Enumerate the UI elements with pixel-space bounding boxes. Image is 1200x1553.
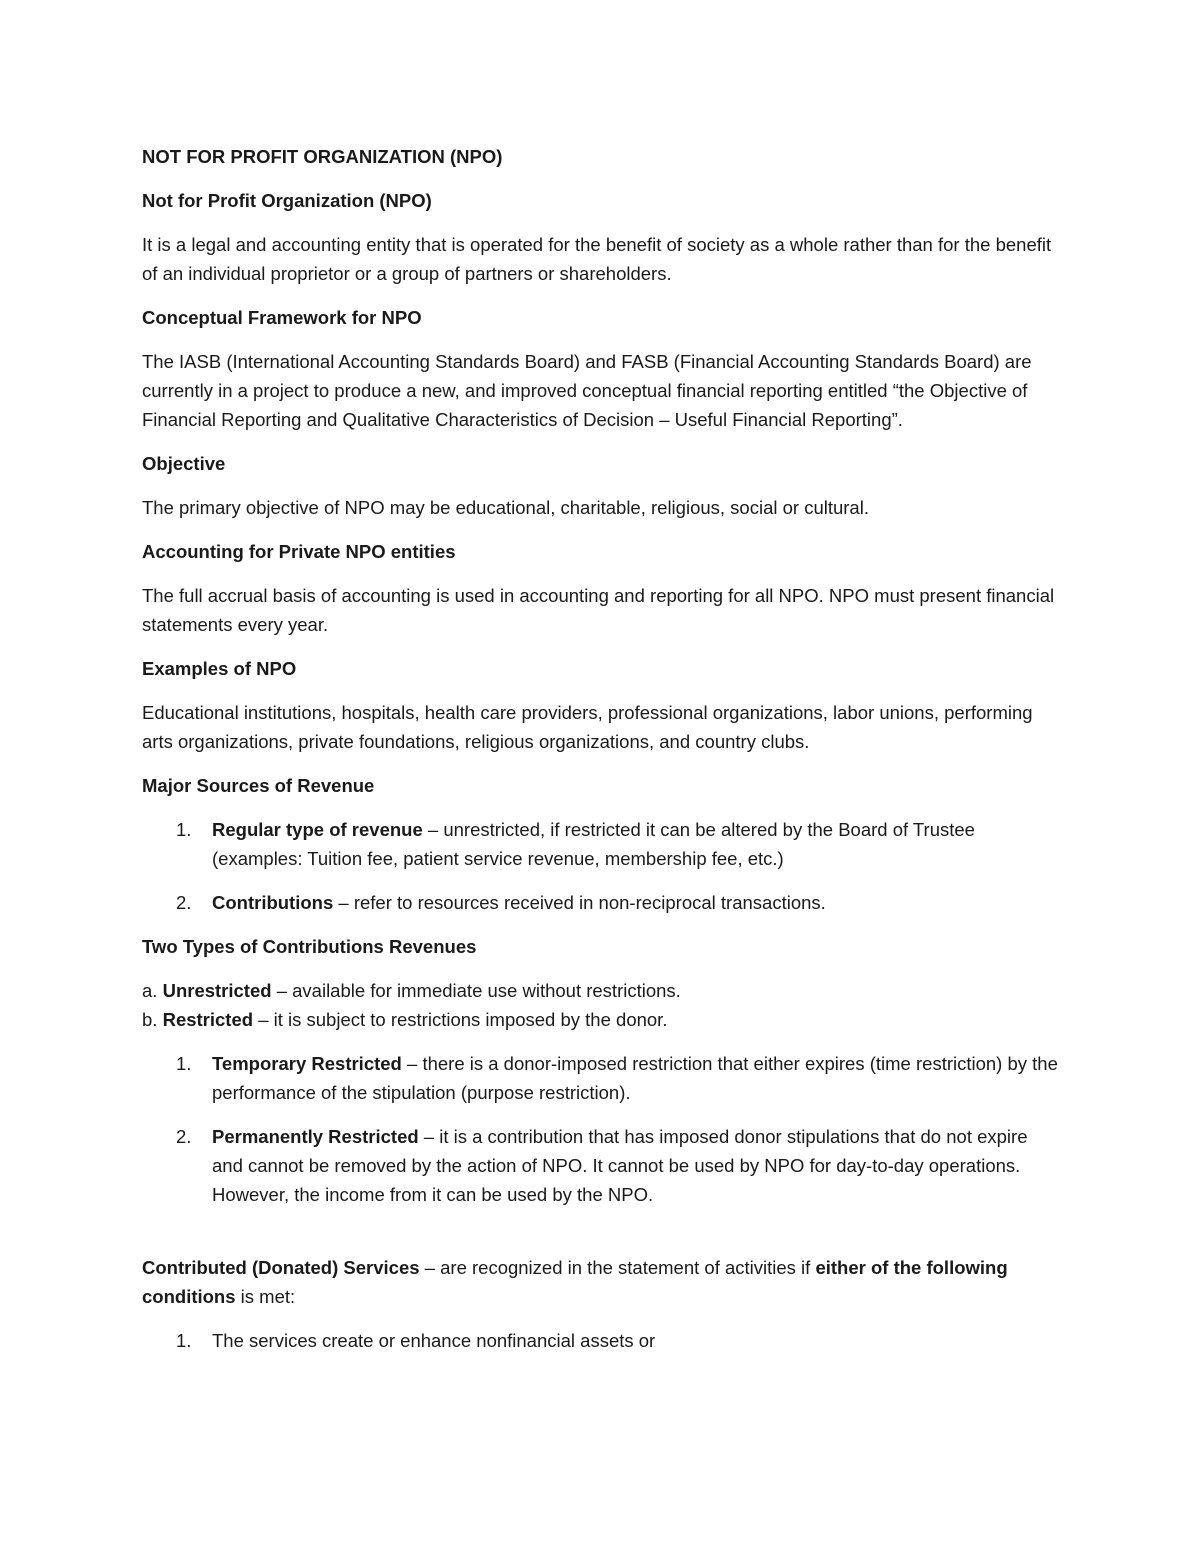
line-unrestricted bbox=[142, 976, 1062, 1005]
list-description: – refer to resources received in non-reciprocal transactions. bbox=[333, 892, 826, 913]
list-number: 1. bbox=[176, 819, 192, 840]
list-number: 1. bbox=[176, 1053, 192, 1074]
list-item bbox=[142, 815, 1062, 873]
conditions-list bbox=[142, 1326, 1062, 1355]
line-term: Unrestricted bbox=[162, 980, 272, 1001]
term-conditions: either of the following conditions bbox=[142, 1257, 1008, 1307]
list-number: 2. bbox=[176, 892, 192, 913]
heading-conceptual-framework: Conceptual Framework for NPO bbox=[142, 307, 422, 328]
list-term: Temporary Restricted bbox=[212, 1053, 402, 1074]
document-title: NOT FOR PROFIT ORGANIZATION (NPO) bbox=[142, 146, 503, 167]
list-item bbox=[142, 1326, 1062, 1355]
line-restricted bbox=[142, 1005, 1062, 1034]
paragraph-examples: Educational institutions, hospitals, health care providers, professional organizations, labor unions, performing arts organizations, private foundations, religious organizations, and country clubs. bbox=[142, 702, 1033, 752]
paragraph-objective: The primary objective of NPO may be educational, charitable, religious, social or cultural. bbox=[142, 497, 869, 518]
paragraph-npo-definition: It is a legal and accounting entity that is operated for the benefit of society as a whole rather than for the benefit of an individual proprietor or a group of partners or shareholders. bbox=[142, 234, 1052, 284]
line-description: – available for immediate use without restrictions. bbox=[271, 980, 681, 1001]
term-contributed-services: Contributed (Donated) Services bbox=[142, 1257, 420, 1278]
line-description: – it is subject to restrictions imposed by the donor. bbox=[253, 1009, 668, 1030]
paragraph-conceptual-framework: The IASB (International Accounting Standards Board) and FASB (Financial Accounting Standards Board) are currently in a project to produce a new, and improved conceptual financial reporting entitled “the Objective of Financial Reporting and Qualitative Characteristics of Decision – Useful Financial Reporting”. bbox=[142, 351, 1032, 430]
paragraph-contributed-services bbox=[142, 1253, 1062, 1311]
list-description: – unrestricted, if restricted it can be altered by the Board of Trustee (examples: Tuition fee, patient service revenue, membership fee, etc.) bbox=[212, 819, 975, 869]
contribution-types-lines bbox=[142, 976, 1062, 1034]
list-number: 1. bbox=[176, 1330, 192, 1351]
heading-contribution-types: Two Types of Contributions Revenues bbox=[142, 936, 477, 957]
line-prefix: b. bbox=[142, 1009, 163, 1030]
list-description: – it is a contribution that has imposed donor stipulations that do not expire and cannot be removed by the action of NPO. It cannot be used by NPO for day-to-day operations. However, the income from it can be used by the NPO. bbox=[212, 1126, 1028, 1205]
line-prefix: a. bbox=[142, 980, 163, 1001]
list-term: Permanently Restricted bbox=[212, 1126, 419, 1147]
list-term: Contributions bbox=[212, 892, 334, 913]
list-item bbox=[142, 1049, 1062, 1107]
spacer bbox=[142, 1224, 1062, 1253]
restricted-types-list bbox=[142, 1049, 1062, 1209]
paragraph-accounting-private-npo: The full accrual basis of accounting is used in accounting and reporting for all NPO. NPO must present financial statements every year. bbox=[142, 585, 1055, 635]
document-page bbox=[142, 142, 1062, 1370]
list-description: – there is a donor-imposed restriction that either expires (time restriction) by the performance of the stipulation (purpose restriction). bbox=[212, 1053, 1058, 1103]
list-number: 2. bbox=[176, 1126, 192, 1147]
list-item bbox=[142, 888, 1062, 917]
list-description: The services create or enhance nonfinancial assets or bbox=[212, 1330, 656, 1351]
text-recognized: – are recognized in the statement of activities if bbox=[419, 1257, 816, 1278]
heading-examples: Examples of NPO bbox=[142, 658, 297, 679]
text-is-met: is met: bbox=[235, 1286, 296, 1307]
list-item bbox=[142, 1122, 1062, 1209]
heading-objective: Objective bbox=[142, 453, 226, 474]
heading-major-sources-revenue: Major Sources of Revenue bbox=[142, 775, 375, 796]
heading-accounting-private-npo: Accounting for Private NPO entities bbox=[142, 541, 456, 562]
heading-npo-definition: Not for Profit Organization (NPO) bbox=[142, 190, 432, 211]
revenue-sources-list bbox=[142, 815, 1062, 917]
list-term: Regular type of revenue bbox=[212, 819, 423, 840]
line-term: Restricted bbox=[162, 1009, 254, 1030]
